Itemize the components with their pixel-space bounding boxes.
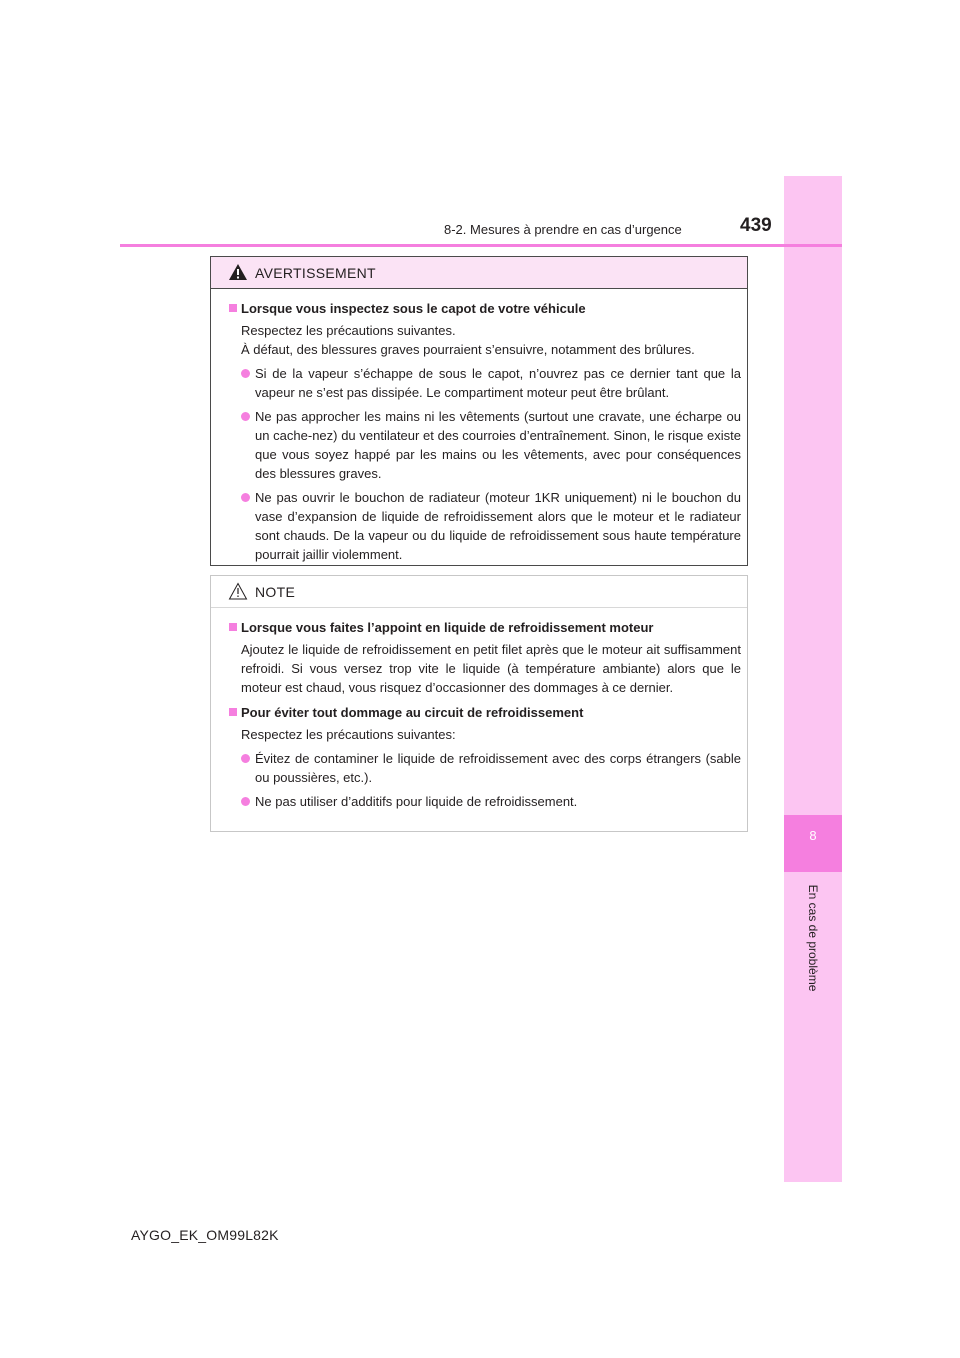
note-bullet [229, 749, 741, 787]
section-title: 8-2. Mesures à prendre en cas d’urgence [444, 222, 682, 237]
note-heading-2-text: Pour éviter tout dommage au circuit de refroidissement [241, 705, 584, 720]
square-bullet-icon [229, 708, 237, 716]
chapter-number: 8 [809, 828, 817, 843]
note-box-header [211, 576, 747, 608]
note-heading-1 [229, 618, 741, 637]
square-bullet-icon [229, 623, 237, 631]
note-body [211, 608, 747, 811]
header-rule [120, 244, 842, 247]
chapter-number-tab [784, 815, 842, 872]
warning-heading-text: Lorsque vous inspectez sous le capot de votre véhicule [241, 301, 586, 316]
note-heading-2 [229, 703, 741, 722]
square-bullet-icon [229, 304, 237, 312]
note-bullet [229, 792, 741, 811]
warning-heading [229, 299, 741, 318]
note-bullet-text: Ne pas utiliser d’additifs pour liquide de refroidissement. [255, 794, 578, 809]
warning-bullet [229, 407, 741, 483]
warning-triangle-icon [228, 263, 248, 281]
round-bullet-icon [241, 797, 250, 806]
caution-triangle-outline-icon [228, 582, 248, 600]
warning-intro-1: Respectez les précautions suivantes. [241, 323, 456, 338]
warning-box [210, 256, 748, 566]
round-bullet-icon [241, 754, 250, 763]
document-code: AYGO_EK_OM99L82K [131, 1227, 279, 1243]
warning-bullet-text: Ne pas approcher les mains ni les vêtements (surtout une cravate, une écharpe ou un cache-nez) du ventilateur et des courroies d’entraînement. Sinon, le risque existe que vous soyez happé par les mains ou les vêtements, avec pour conséquences des blessures graves. [255, 409, 741, 481]
warning-title: AVERTISSEMENT [255, 265, 376, 281]
note-bullet-text: Évitez de contaminer le liquide de refroidissement avec des corps étrangers (sable ou poussières, etc.). [255, 751, 741, 785]
note-box [210, 575, 748, 832]
warning-intro-2: À défaut, des blessures graves pourraient s’ensuivre, notamment des brûlures. [241, 342, 695, 357]
round-bullet-icon [241, 493, 250, 502]
note-intro-2: Respectez les précautions suivantes: [241, 727, 456, 742]
chapter-label: En cas de problème [806, 884, 820, 992]
warning-bullet [229, 488, 741, 564]
note-text-1: Ajoutez le liquide de refroidissement en petit filet après que le moteur ait suffisamment refroidi. Si vous versez trop vite le liquide (à température ambiante) alors que le moteur est chaud, vous risquez d’occasionner des dommages à ce dernier. [241, 642, 741, 695]
note-heading-1-text: Lorsque vous faites l’appoint en liquide de refroidissement moteur [241, 620, 654, 635]
round-bullet-icon [241, 412, 250, 421]
round-bullet-icon [241, 369, 250, 378]
warning-bullet [229, 364, 741, 402]
chapter-side-tab [784, 176, 842, 1182]
note-title: NOTE [255, 584, 296, 600]
warning-box-header [211, 257, 747, 289]
warning-bullet-text: Si de la vapeur s’échappe de sous le capot, n’ouvrez pas ce dernier tant que la vapeur ne s’est pas dissipée. Le compartiment moteur peut être brûlant. [255, 366, 741, 400]
warning-body [211, 289, 747, 564]
warning-bullet-text: Ne pas ouvrir le bouchon de radiateur (moteur 1KR uniquement) ni le bouchon du vase d’expansion de liquide de refroidissement alors que le moteur et le radiateur sont chauds. De la vapeur ou du liquide de refroidissement sous haute température pourrait jaillir violemment. [255, 490, 741, 562]
page-number: 439 [740, 215, 772, 236]
